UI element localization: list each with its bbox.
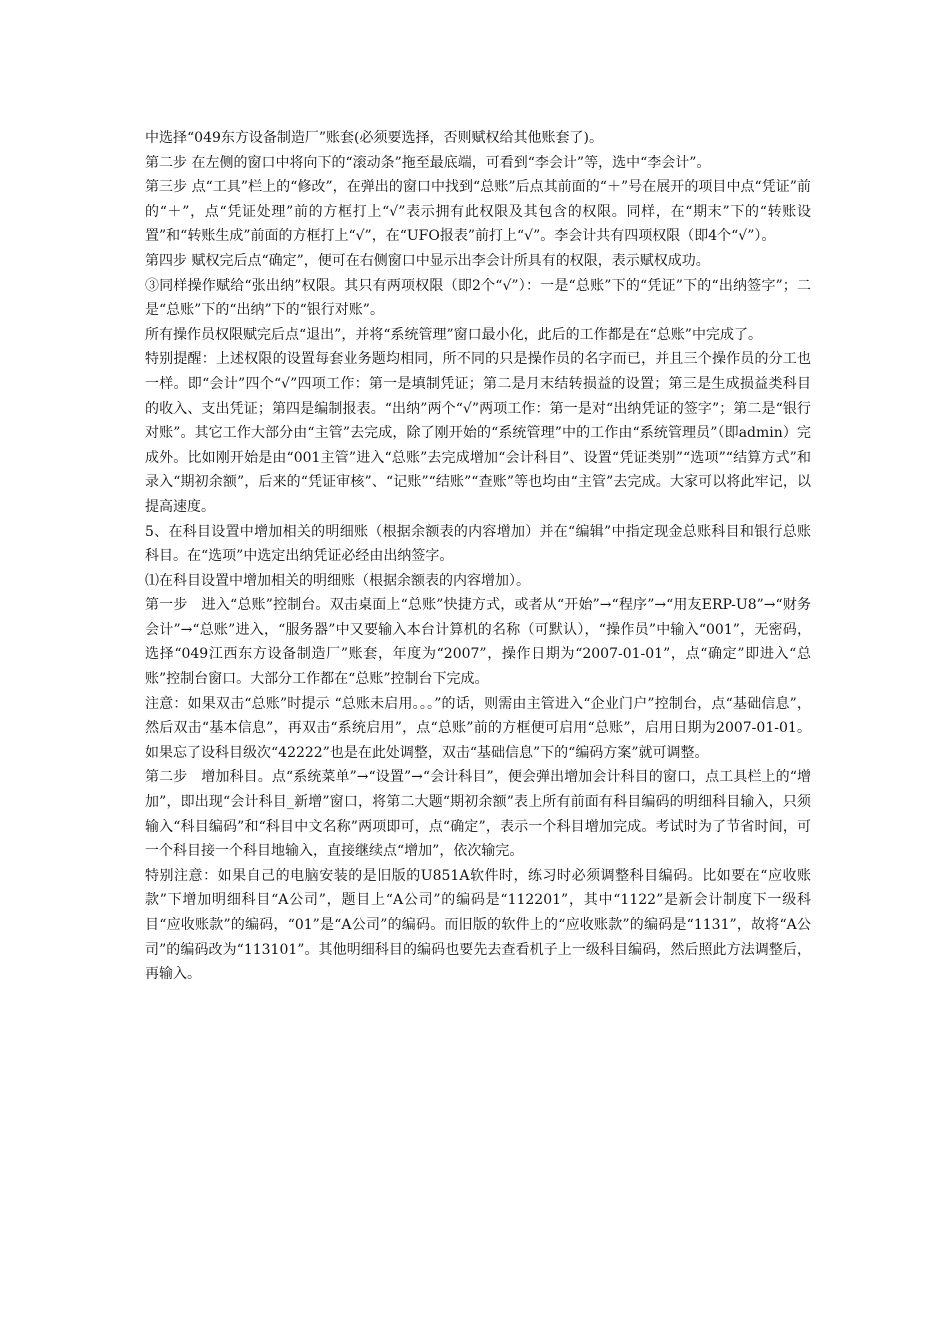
paragraph-step-two-select-accountant: 第二步 在左侧的窗口中将向下的“滚动条”拖至最底端，可看到“李会计”等，选中“李会计”。 [145, 154, 711, 171]
paragraph-exit-system-management: 所有操作员权限赋完后点“退出”，并将“系统管理”窗口最小化，此后的工作都是在“总账”中完成了。 [145, 326, 762, 343]
paragraph-cashier-permissions: ③同样操作赋给“张出纳”权限。其只有两项权限（即2个“√”）：一是“总账”下的“凭证”下的“出纳签字”；二是“总账”下的“出纳”下的“银行对账”。 [145, 277, 811, 319]
paragraph-note-enable-ledger: 注意：如果双击“总账”时提示 “总账未启用。。。”的话，则需由主管进入“企业门户”控制台，点“基础信息”，然后双击“基本信息”，再双击“系统启用”，点“总账”前的方框便可启用“总账”，启用日期为2007-01-01。如果忘了设科目级次“42222”也是在此处调整，双击“基础信息”下的“编码方案”就可调整。 [145, 695, 811, 761]
paragraph-special-note-old-version: 特别注意：如果自己的电脑安装的是旧版的U851A软件时，练习时必须调整科目编码。比如要在“应收账款”下增加明细科目“A公司”，题目上“A公司”的编码是“112201”，其中“1122”是新会计制度下一级科目“应收账款”的编码，“01”是“A公司”的编码。而旧版的软件上的“应收账款”的编码是“1131”，故将“A公司”的编码改为“113101”。其他明细科目的编码也要先去查看机子上一级科目编码，然后照此方法调整后，再输入。 [145, 867, 811, 983]
paragraph-select-account-set: 中选择“049东方设备制造厂”账套(必须要选择，否则赋权给其他账套了)。 [145, 130, 603, 146]
document-body [145, 126, 811, 987]
paragraph-step-one-enter-ledger: 第一步 进入“总账”控制台。双击桌面上“总账”快捷方式，或者从“开始”→“程序”→“用友ERP-U8”→“财务会计”→“总账”进入，“服务器”中又要输入本台计算机的名称（可默认），“操作员”中输入“001”，无密码，选择“049江西东方设备制造厂”账套，年度为“2007”，操作日期为“2007-01-01”，点“确定”即进入“总账”控制台窗口。大部分工作都在“总账”控制台下完成。 [145, 597, 811, 688]
paragraph-special-reminder: 特别提醒：上述权限的设置每套业务题均相同，所不同的只是操作员的名字而已，并且三个操作员的分工也一样。即“会计”四个“√”四项工作：第一是填制凭证；第二是月末结转损益的设置；第三是生成损益类科目的收入、支出凭证；第四是编制报表。“出纳”两个“√”两项工作：第一是对“出纳凭证的签字”；第二是“银行对账”。其它工作大部分由“主管”去完成，除了刚开始的“系统管理”中的工作由“系统管理员”（即admin）完成外。比如刚开始是由“001主管”进入“总账”去完成增加“会计科目”、设置“凭证类别”“选项”“结算方式”和录入“期初余额”，后来的“凭证审核”、“记账”“结账”“查账”等也均由“主管”去完成。大家可以将此牢记，以提高速度。 [145, 351, 811, 515]
paragraph-section-five: 5、在科目设置中增加相关的明细账（根据余额表的内容增加）并在“编辑”中指定现金总账科目和银行总账科目。在“选项”中选定出纳凭证必经由出纳签字。 [145, 523, 811, 565]
paragraph-step-three-modify-permissions: 第三步 点“工具”栏上的“修改”，在弹出的窗口中找到“总账”后点其前面的“＋”号在展开的项目中点“凭证”前的“＋”，点“凭证处理”前的方框打上“√”表示拥有此权限及其包含的权限。同样，在“期末”下的“转账设置”和“转账生成”前面的方框打上“√”，在“UFO报表”前打上“√”。李会计共有四项权限（即4个“√”）。 [145, 179, 811, 245]
paragraph-subsection-one: ⑴在科目设置中增加相关的明细账（根据余额表的内容增加）。 [145, 572, 530, 589]
paragraph-step-two-add-accounts: 第二步 增加科目。点“系统菜单”→“设置”→“会计科目”，便会弹出增加会计科目的窗口，点工具栏上的“增加”，即出现“会计科目_新增”窗口，将第二大题“期初余额”表上所有前面有科目编码的明细科目输入，只须输入“科目编码”和“科目中文名称”两项即可，点“确定”，表示一个科目增加完成。考试时为了节省时间，可一个科目接一个科目地输入，直接继续点“增加”，依次输完。 [145, 769, 811, 860]
paragraph-step-four-confirm: 第四步 赋权完后点“确定”，便可在右侧窗口中显示出李会计所具有的权限，表示赋权成功。 [145, 252, 710, 269]
